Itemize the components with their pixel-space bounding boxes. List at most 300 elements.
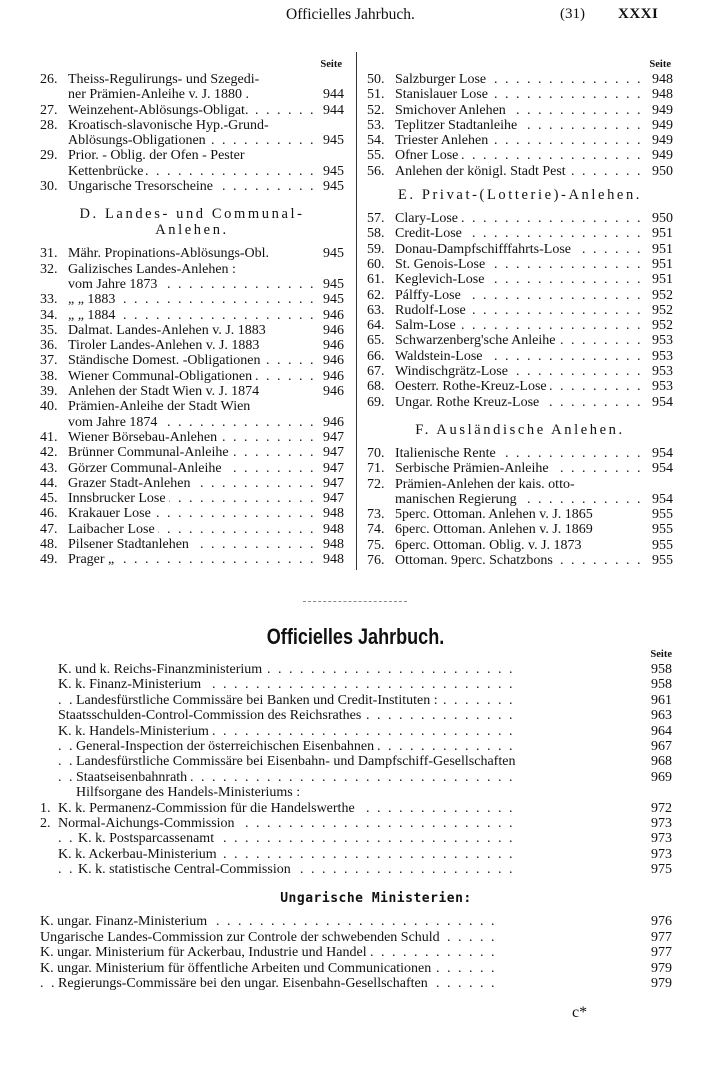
ungarische-heading: Ungarische Ministerien: (280, 891, 472, 907)
entry-page: 944 (323, 102, 344, 118)
toc-entry (40, 415, 344, 430)
entry-page: 945 (323, 246, 344, 262)
entry-title: K. k. Ackerbau-Ministerium (58, 847, 220, 862)
entry-title: Salzburger Lose (395, 72, 489, 87)
entry-title: Schwarzenberg'sche Anleihe (395, 333, 558, 348)
entry-page (314, 118, 344, 133)
toc-entry (40, 384, 344, 399)
entry-page: 952 (652, 318, 673, 334)
entry-title: Dalmat. Landes-Anlehen v. J. 1883 (68, 323, 269, 338)
entry-title: K. und k. Reichs-Finanzministerium (58, 662, 265, 677)
toc-entry (40, 739, 672, 754)
toc-entry (367, 446, 673, 461)
entry-page: 949 (652, 148, 673, 164)
entry-number: 43. (40, 460, 58, 476)
entry-page: 955 (652, 537, 673, 553)
toc-entry (40, 552, 344, 567)
toc-entry (40, 72, 344, 87)
entry-title: Anlehen der Stadt Wien v. J. 1874 (68, 384, 262, 399)
toc-entry (40, 724, 672, 739)
entry-page: 948 (323, 506, 344, 522)
section-f-entries (367, 446, 673, 568)
entry-page: 950 (652, 211, 673, 227)
entry-title: Laibacher Lose (68, 522, 158, 537)
entry-title: Credit-Lose (395, 226, 465, 241)
entry-title: Ständische Domest. -Obligationen (68, 353, 263, 368)
entry-page: 954 (652, 491, 673, 507)
toc-entry (40, 87, 344, 102)
toc-entry (40, 133, 344, 148)
entry-title: ner Prämien-Anleihe v. J. 1880 . (68, 87, 252, 102)
toc-entry (40, 476, 344, 491)
column-divider (356, 52, 357, 570)
entry-number: 56. (367, 163, 385, 179)
entry-page: 955 (652, 522, 673, 538)
entry-title: Windischgrätz-Lose (395, 364, 511, 379)
entry-title: Serbische Prämien-Anleihe (395, 461, 552, 476)
entry-number: 1. (40, 800, 51, 816)
entry-page: 946 (323, 322, 344, 338)
entry-number: 74. (367, 522, 385, 538)
toc-entry (367, 492, 673, 507)
entry-title: Teplitzer Stadtanleihe (395, 118, 520, 133)
seite-heading: Seite (650, 649, 672, 660)
entry-title: Salm-Lose (395, 318, 459, 333)
section-d-entries (40, 246, 344, 567)
entry-page: 973 (651, 831, 672, 847)
entry-title: Tiroler Landes-Anlehen v. J. 1883 (68, 338, 262, 353)
section-e-entries (367, 211, 673, 410)
entry-title: Kettenbrücke (68, 164, 146, 179)
entry-number: 50. (367, 72, 385, 87)
entry-title: Landesfürstliche Commissäre bei Banken und Credit-Instituten : (76, 693, 441, 708)
toc-entry (40, 506, 344, 521)
entry-number (40, 87, 68, 102)
toc-entry (367, 395, 673, 410)
toc-entry (367, 226, 673, 241)
entry-number (40, 662, 58, 677)
entry-title: K. k. Postsparcassenamt (78, 831, 217, 846)
entry-page: 953 (652, 333, 673, 349)
section-e-heading: E. Privat-(Lotterie)-Anlehen. (397, 187, 643, 204)
entry-page: 948 (323, 521, 344, 537)
entry-number: 30. (40, 179, 58, 195)
toc-entry (367, 364, 673, 379)
entry-number: 73. (367, 507, 385, 523)
entry-number (40, 831, 58, 846)
entry-title: Mähr. Propinations-Ablösungs-Obl. (68, 246, 272, 261)
entry-page: 979 (651, 976, 672, 992)
toc-entry (40, 338, 344, 353)
entry-page: 950 (652, 163, 673, 179)
toc-entry (40, 491, 344, 506)
entry-number: 29. (40, 148, 58, 164)
toc-entry (367, 553, 673, 568)
entry-title: Wiener Börsebau-Anlehen (68, 430, 220, 445)
entry-title: Krakauer Lose (68, 506, 154, 521)
entry-number: 72. (367, 476, 385, 492)
ungarische-entries (40, 914, 672, 991)
entry-title: Weinzehent-Ablösungs-Obligat. (68, 103, 251, 118)
entry-number (40, 693, 58, 708)
entry-page: 947 (323, 460, 344, 476)
toc-entry (40, 430, 344, 445)
entry-page: 949 (652, 117, 673, 133)
entry-page: 946 (323, 384, 344, 400)
entry-number: 70. (367, 445, 385, 461)
entry-number: 49. (40, 552, 58, 568)
entry-number: 28. (40, 117, 58, 133)
page-number-roman: XXXI (618, 6, 659, 22)
toc-entry (40, 801, 672, 816)
entry-title: Stanislauer Lose (395, 87, 491, 102)
entry-number (40, 677, 58, 692)
entry-title: Triester Anlehen (395, 133, 491, 148)
seite-heading: Seite (320, 59, 342, 70)
entry-number (40, 785, 58, 800)
entry-page: 969 (651, 769, 672, 785)
signature-mark: c* (572, 1004, 588, 1021)
entry-number: 35. (40, 322, 58, 338)
entry-title: Pilsener Stadtanlehen (68, 537, 192, 552)
entry-page (314, 262, 344, 277)
entry-page: 961 (651, 692, 672, 708)
left-column (40, 58, 344, 568)
entry-number: 57. (367, 211, 385, 227)
toc-entry (367, 538, 673, 553)
entry-page: 976 (651, 914, 672, 930)
entry-number: 39. (40, 384, 58, 400)
entry-number: 44. (40, 475, 58, 491)
section-f-heading: F. Ausländische Anlehen. (415, 421, 625, 438)
entry-page: 958 (651, 677, 672, 693)
entry-title: K. k. Handels-Ministerium (58, 724, 212, 739)
entry-title: Wiener Communal-Obligationen (68, 369, 255, 384)
entry-page: 946 (323, 307, 344, 323)
entry-title: Görzer Communal-Anleihe (68, 461, 225, 476)
section-d-heading-line2: Anlehen. (155, 222, 229, 239)
entry-number: 68. (367, 379, 385, 395)
toc-entry (367, 349, 673, 364)
entry-page: 973 (651, 846, 672, 862)
entry-page: 945 (323, 179, 344, 195)
entry-number (40, 770, 58, 785)
toc-entry (40, 461, 344, 476)
entry-page: 947 (323, 429, 344, 445)
toc-entry (40, 930, 672, 945)
entry-title: Innsbrucker Lose (68, 491, 169, 506)
entry-page: 949 (652, 102, 673, 118)
entry-number (40, 133, 68, 148)
toc-entry (40, 277, 344, 292)
separator-rule (303, 601, 407, 603)
toc-entry (40, 677, 672, 692)
entry-title: Ungar. Rothe Kreuz-Lose (395, 395, 542, 410)
entry-number: 48. (40, 537, 58, 553)
entry-title: 6perc. Ottoman. Oblig. v. J. 1873 (395, 538, 585, 553)
entry-title: Hilfsorgane des Handels-Ministeriums : (76, 785, 303, 800)
entry-title: Kroatisch-slavonische Hyp.-Grund- (68, 118, 272, 133)
entry-page: 952 (652, 287, 673, 303)
entry-title: Staatseisenbahnrath (76, 770, 190, 785)
entry-title: St. Genois-Lose (395, 257, 488, 272)
entry-page: 952 (652, 302, 673, 318)
entry-title: Clary-Lose (395, 211, 461, 226)
entry-number: 59. (367, 241, 385, 257)
entry-page: 953 (652, 364, 673, 380)
toc-entry (40, 847, 672, 862)
entry-page (314, 72, 344, 87)
entry-title: K. ungar. Ministerium für Ackerbau, Industrie und Handel (40, 945, 370, 960)
toc-entry (367, 379, 673, 394)
entry-number: 32. (40, 261, 58, 277)
entry-page: 953 (652, 348, 673, 364)
entry-number: 40. (40, 399, 58, 415)
toc-entry (40, 179, 344, 194)
entry-title: Anlehen der königl. Stadt Pest (395, 164, 569, 179)
entry-title: Smichover Anlehen (395, 103, 509, 118)
entry-page: 964 (651, 723, 672, 739)
toc-entry (40, 961, 672, 976)
entry-page: 954 (652, 445, 673, 461)
toc-entry (367, 164, 673, 179)
entry-title: Normal-Aichungs-Commission (58, 816, 238, 831)
right-entries (367, 72, 673, 179)
main-title: Officielles Jahrbuch. (266, 624, 445, 649)
entry-page: 979 (651, 960, 672, 976)
entry-title: Prämien-Anleihe der Stadt Wien (68, 399, 253, 414)
entry-title: vom Jahre 1873 (68, 277, 160, 292)
entry-page: 951 (652, 272, 673, 288)
entry-number: 66. (367, 348, 385, 364)
toc-entry (367, 133, 673, 148)
entry-page: 945 (323, 292, 344, 308)
entry-number: 62. (367, 287, 385, 303)
entry-page: 946 (323, 414, 344, 430)
officielles-index (40, 648, 672, 991)
running-header-title: Officielles Jahrbuch. (286, 6, 415, 23)
entry-page: 973 (651, 815, 672, 831)
toc-entry (40, 399, 344, 414)
entry-number (40, 164, 68, 179)
entry-page: 954 (652, 394, 673, 410)
toc-entry (40, 323, 344, 338)
entry-number: 53. (367, 117, 385, 133)
section-d-heading (40, 206, 344, 238)
entry-number: 61. (367, 272, 385, 288)
toc-entry (40, 816, 672, 831)
toc-entry (40, 308, 344, 323)
toc-entry (40, 148, 344, 163)
entry-title: Ablösungs-Obligationen (68, 133, 209, 148)
entry-title: Rudolf-Lose (395, 303, 469, 318)
toc-entry (367, 522, 673, 537)
toc-entry (40, 945, 672, 960)
entry-page: 951 (652, 256, 673, 272)
entry-number (40, 862, 58, 877)
entry-title: K. k. Finanz-Ministerium (58, 677, 204, 692)
toc-entry (40, 262, 344, 277)
entry-number: 65. (367, 333, 385, 349)
entry-page: 958 (651, 662, 672, 677)
toc-entry (40, 445, 344, 460)
entry-page (643, 477, 673, 492)
entry-title: vom Jahre 1874 (68, 415, 160, 430)
toc-entry (40, 770, 672, 785)
entry-title: Prior. - Oblig. der Ofen - Pester (68, 148, 248, 163)
entry-title: Donau-Dampfschifffahrts-Lose (395, 242, 574, 257)
toc-entry (367, 507, 673, 522)
entry-title: K. k. Permanenz-Commission für die Handelswerthe (58, 801, 358, 816)
entry-page: 967 (651, 738, 672, 754)
toc-entry (40, 537, 344, 552)
entry-title: Ofner Lose (395, 148, 461, 163)
entry-number: 42. (40, 445, 58, 461)
entry-page: 955 (652, 507, 673, 523)
entry-number (40, 754, 58, 769)
entry-page: 947 (323, 491, 344, 507)
entry-title: Grazer Stadt-Anlehen (68, 476, 193, 491)
entry-title: Brünner Communal-Anleihe (68, 445, 232, 460)
entry-page: 977 (651, 929, 672, 945)
entry-number: 41. (40, 429, 58, 445)
toc-entry (367, 87, 673, 102)
toc-entry (40, 164, 344, 179)
toc-entry (367, 461, 673, 476)
entry-page: 946 (323, 368, 344, 384)
toc-entry (367, 477, 673, 492)
entry-page: 947 (323, 445, 344, 461)
entry-title: General-Inspection der österreichischen Eisenbahnen (76, 739, 377, 754)
right-column (367, 58, 673, 568)
entry-number: 69. (367, 394, 385, 410)
toc-entry (40, 754, 672, 769)
entry-number: 27. (40, 102, 58, 118)
entry-page (314, 399, 344, 414)
entry-page: 948 (323, 537, 344, 553)
entry-title: Theiss-Regulirungs- und Szegedi- (68, 72, 262, 87)
entry-number (40, 847, 58, 862)
toc-entry (367, 148, 673, 163)
officielles-entries (40, 662, 672, 877)
entry-page: 975 (651, 862, 672, 878)
entry-number: 75. (367, 537, 385, 553)
entry-title: Ungarische Tresorscheine (68, 179, 216, 194)
toc-entry (40, 914, 672, 929)
entry-page: 945 (323, 133, 344, 149)
entry-title: Ottoman. 9perc. Schatzbons (395, 553, 556, 568)
entry-number: 46. (40, 506, 58, 522)
entry-title: K. ungar. Finanz-Ministerium (40, 914, 210, 929)
entry-page: 954 (652, 461, 673, 477)
entry-number (40, 724, 58, 739)
entry-number: 45. (40, 491, 58, 507)
toc-entry (367, 333, 673, 348)
entry-title: Regierungs-Commissäre bei den ungar. Eisenbahn-Gesellschaften (58, 976, 431, 991)
entry-page: 946 (323, 353, 344, 369)
entry-number: 76. (367, 553, 385, 569)
toc-entry (367, 118, 673, 133)
entry-page (314, 148, 344, 163)
toc-entry (367, 288, 673, 303)
entry-number: 37. (40, 353, 58, 369)
entry-page: 947 (323, 475, 344, 491)
toc-entry (40, 976, 672, 991)
toc-entry (40, 693, 672, 708)
section-d-heading-line1: D. Landes- und Communal- (79, 206, 305, 223)
entry-title: K. k. statistische Central-Commission (78, 862, 294, 877)
entry-page: 963 (651, 708, 672, 724)
entry-page: 948 (323, 552, 344, 568)
toc-entry (40, 662, 672, 677)
entry-number: 63. (367, 302, 385, 318)
entry-title: Prämien-Anlehen der kais. otto- (395, 477, 578, 492)
entry-number (40, 277, 68, 292)
toc-entry (40, 522, 344, 537)
entry-page: 945 (323, 163, 344, 179)
entry-page: 946 (323, 338, 344, 354)
toc-entry (40, 292, 344, 307)
entry-number: 55. (367, 148, 385, 164)
entry-title: Waldstein-Lose (395, 349, 486, 364)
entry-title: Italienische Rente (395, 446, 499, 461)
entry-page: 949 (652, 133, 673, 149)
entry-page: 945 (323, 276, 344, 292)
entry-page: 977 (651, 945, 672, 961)
entry-number: 34. (40, 307, 58, 323)
entry-number: 64. (367, 318, 385, 334)
entry-title: „ „ 1884 (68, 308, 118, 323)
entry-title: Landesfürstliche Commissäre bei Eisenbahn- und Dampfschiff-Gesellschaften (76, 754, 518, 769)
entry-number: 67. (367, 364, 385, 380)
toc-entry (367, 72, 673, 87)
entry-page (636, 785, 672, 800)
entry-page: 953 (652, 379, 673, 395)
page-number-arabic: (31) (560, 6, 585, 22)
entry-title: Keglevich-Lose (395, 272, 487, 287)
entry-number (40, 739, 58, 754)
toc-entry (40, 708, 672, 723)
entry-page: 951 (652, 241, 673, 257)
entry-number: 51. (367, 87, 385, 103)
toc-entry (40, 831, 672, 846)
entry-page: 955 (652, 553, 673, 569)
entry-number: 26. (40, 72, 58, 87)
entry-page: 944 (323, 87, 344, 103)
toc-entry (367, 318, 673, 333)
entry-title: Staatsschulden-Control-Commission des Reichsrathes (58, 708, 364, 723)
toc-entry (367, 272, 673, 287)
toc-entry (367, 303, 673, 318)
entry-title: Pálffy-Lose (395, 288, 464, 303)
entry-title: 6perc. Ottoman. Anlehen v. J. 1869 (395, 522, 596, 537)
toc-entry (40, 785, 672, 800)
toc-entry (367, 211, 673, 226)
toc-entry (40, 246, 344, 261)
toc-entry (367, 242, 673, 257)
seite-heading: Seite (649, 59, 671, 70)
toc-entry (40, 118, 344, 133)
left-entries (40, 72, 344, 194)
toc-entry (40, 369, 344, 384)
entry-title: Prager „ (68, 552, 117, 567)
entry-title: K. ungar. Ministerium für öffentliche Arbeiten und Communicationen (40, 961, 434, 976)
entry-number (40, 708, 58, 723)
entry-title: Oesterr. Rothe-Kreuz-Lose (395, 379, 550, 394)
entry-title: manischen Regierung (395, 492, 520, 507)
entry-number: 47. (40, 521, 58, 537)
entry-number (40, 415, 68, 430)
